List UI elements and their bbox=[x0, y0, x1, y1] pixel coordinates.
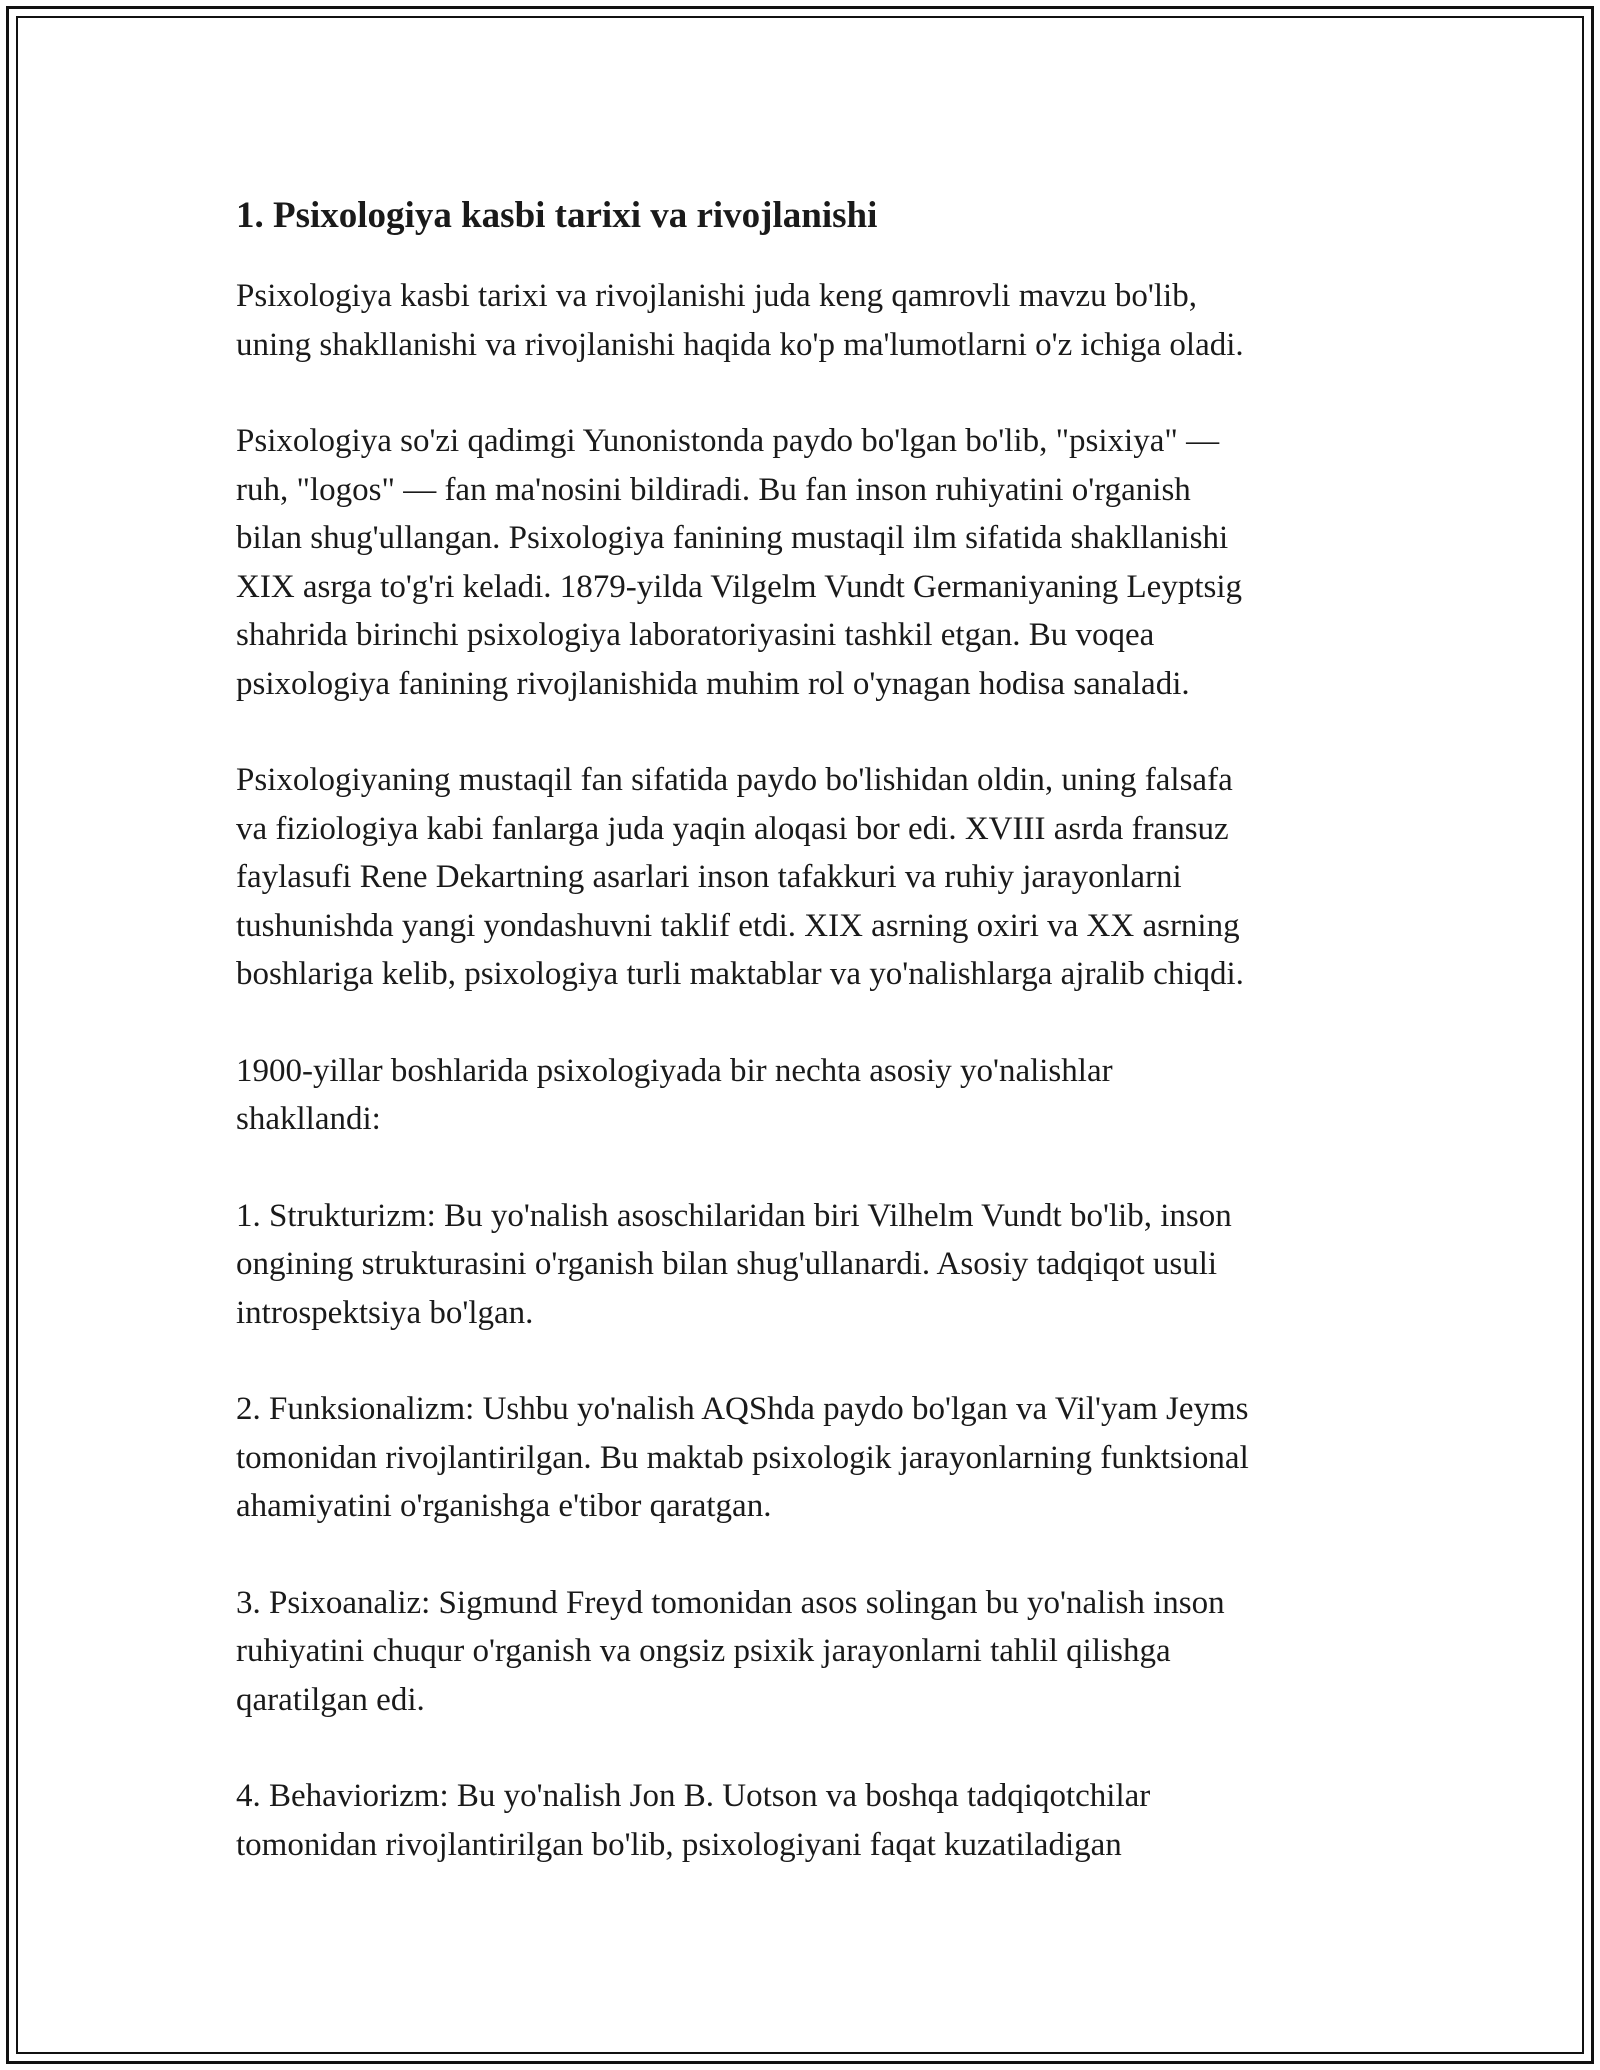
paragraph-philosophy: Psixologiyaning mustaqil fan sifatida paydo bo'lishidan oldin, uning falsafa va fiziologiya kabi fanlarga juda yaqin aloqasi bor edi. XVIII asrda fransuz faylasufi Rene Dekartning asarlari inson tafakkuri va ruhiy jarayonlarni tushunishda yangi yondashuvni taklif etdi. XIX asrning oxiri va XX asrning boshlariga kelib, psixologiya turli maktablar va yo'nalishlarga ajralib chiqdi. bbox=[236, 762, 1244, 992]
paragraph-schools-intro: 1900-yillar boshlarida psixologiyada bir nechta asosiy yo'nalishlar shakllandi: bbox=[236, 1052, 1113, 1137]
paragraph-origin: Psixologiya so'zi qadimgi Yunonistonda paydo bo'lgan bo'lib, "psixiya" — ruh, "logos" — fan ma'nosini bildiradi. Bu fan inson ruhiyatini o'rganish bilan shug'ullangan. Psixologiya fanining mustaqil ilm sifatida shakllanishi XIX asrga to'g'ri keladi. 1879-yilda Vilgelm Vundt Germaniyaning Leyptsig shahrida birinchi psixologiya laboratoriyasini tashkil etgan. Bu voqea psixologiya fanining rivojlanishida muhim rol o'ynagan hodisa sanaladi. bbox=[236, 423, 1243, 702]
list-item-functionalism: 2. Funksionalizm: Ushbu yo'nalish AQShda paydo bo'lgan va Vil'yam Jeyms tomonidan rivojlantirilgan. Bu maktab psixologik jarayonlarning funktsional ahamiyatini o'rganishga e'tibor qaratgan. bbox=[236, 1391, 1249, 1524]
paragraph-intro: Psixologiya kasbi tarixi va rivojlanishi juda keng qamrovli mavzu bo'lib, uning shakllanishi va rivojlanishi haqida ko'p ma'lumotlarni o'z ichiga oladi. bbox=[236, 278, 1244, 363]
section-heading: 1. Psixologiya kasbi tarixi va rivojlanishi bbox=[236, 195, 878, 236]
list-item-behaviorism: 4. Behaviorizm: Bu yo'nalish Jon B. Uotson va boshqa tadqiqotchilar tomonidan rivojlantirilgan bo'lib, psixologiyani faqat kuzatiladigan bbox=[236, 1778, 1151, 1863]
document-body bbox=[236, 186, 1396, 1917]
list-item-structuralism: 1. Strukturizm: Bu yo'nalish asoschilaridan biri Vilhelm Vundt bo'lib, inson ongining strukturasini o'rganish bilan shug'ullanardi. Asosiy tadqiqot usuli introspektsiya bo'lgan. bbox=[236, 1197, 1232, 1331]
list-item-psychoanalysis: 3. Psixoanaliz: Sigmund Freyd tomonidan asos solingan bu yo'nalish inson ruhiyatini chuqur o'rganish va ongsiz psixik jarayonlarni tahlil qilishga qaratilgan edi. bbox=[236, 1584, 1225, 1718]
